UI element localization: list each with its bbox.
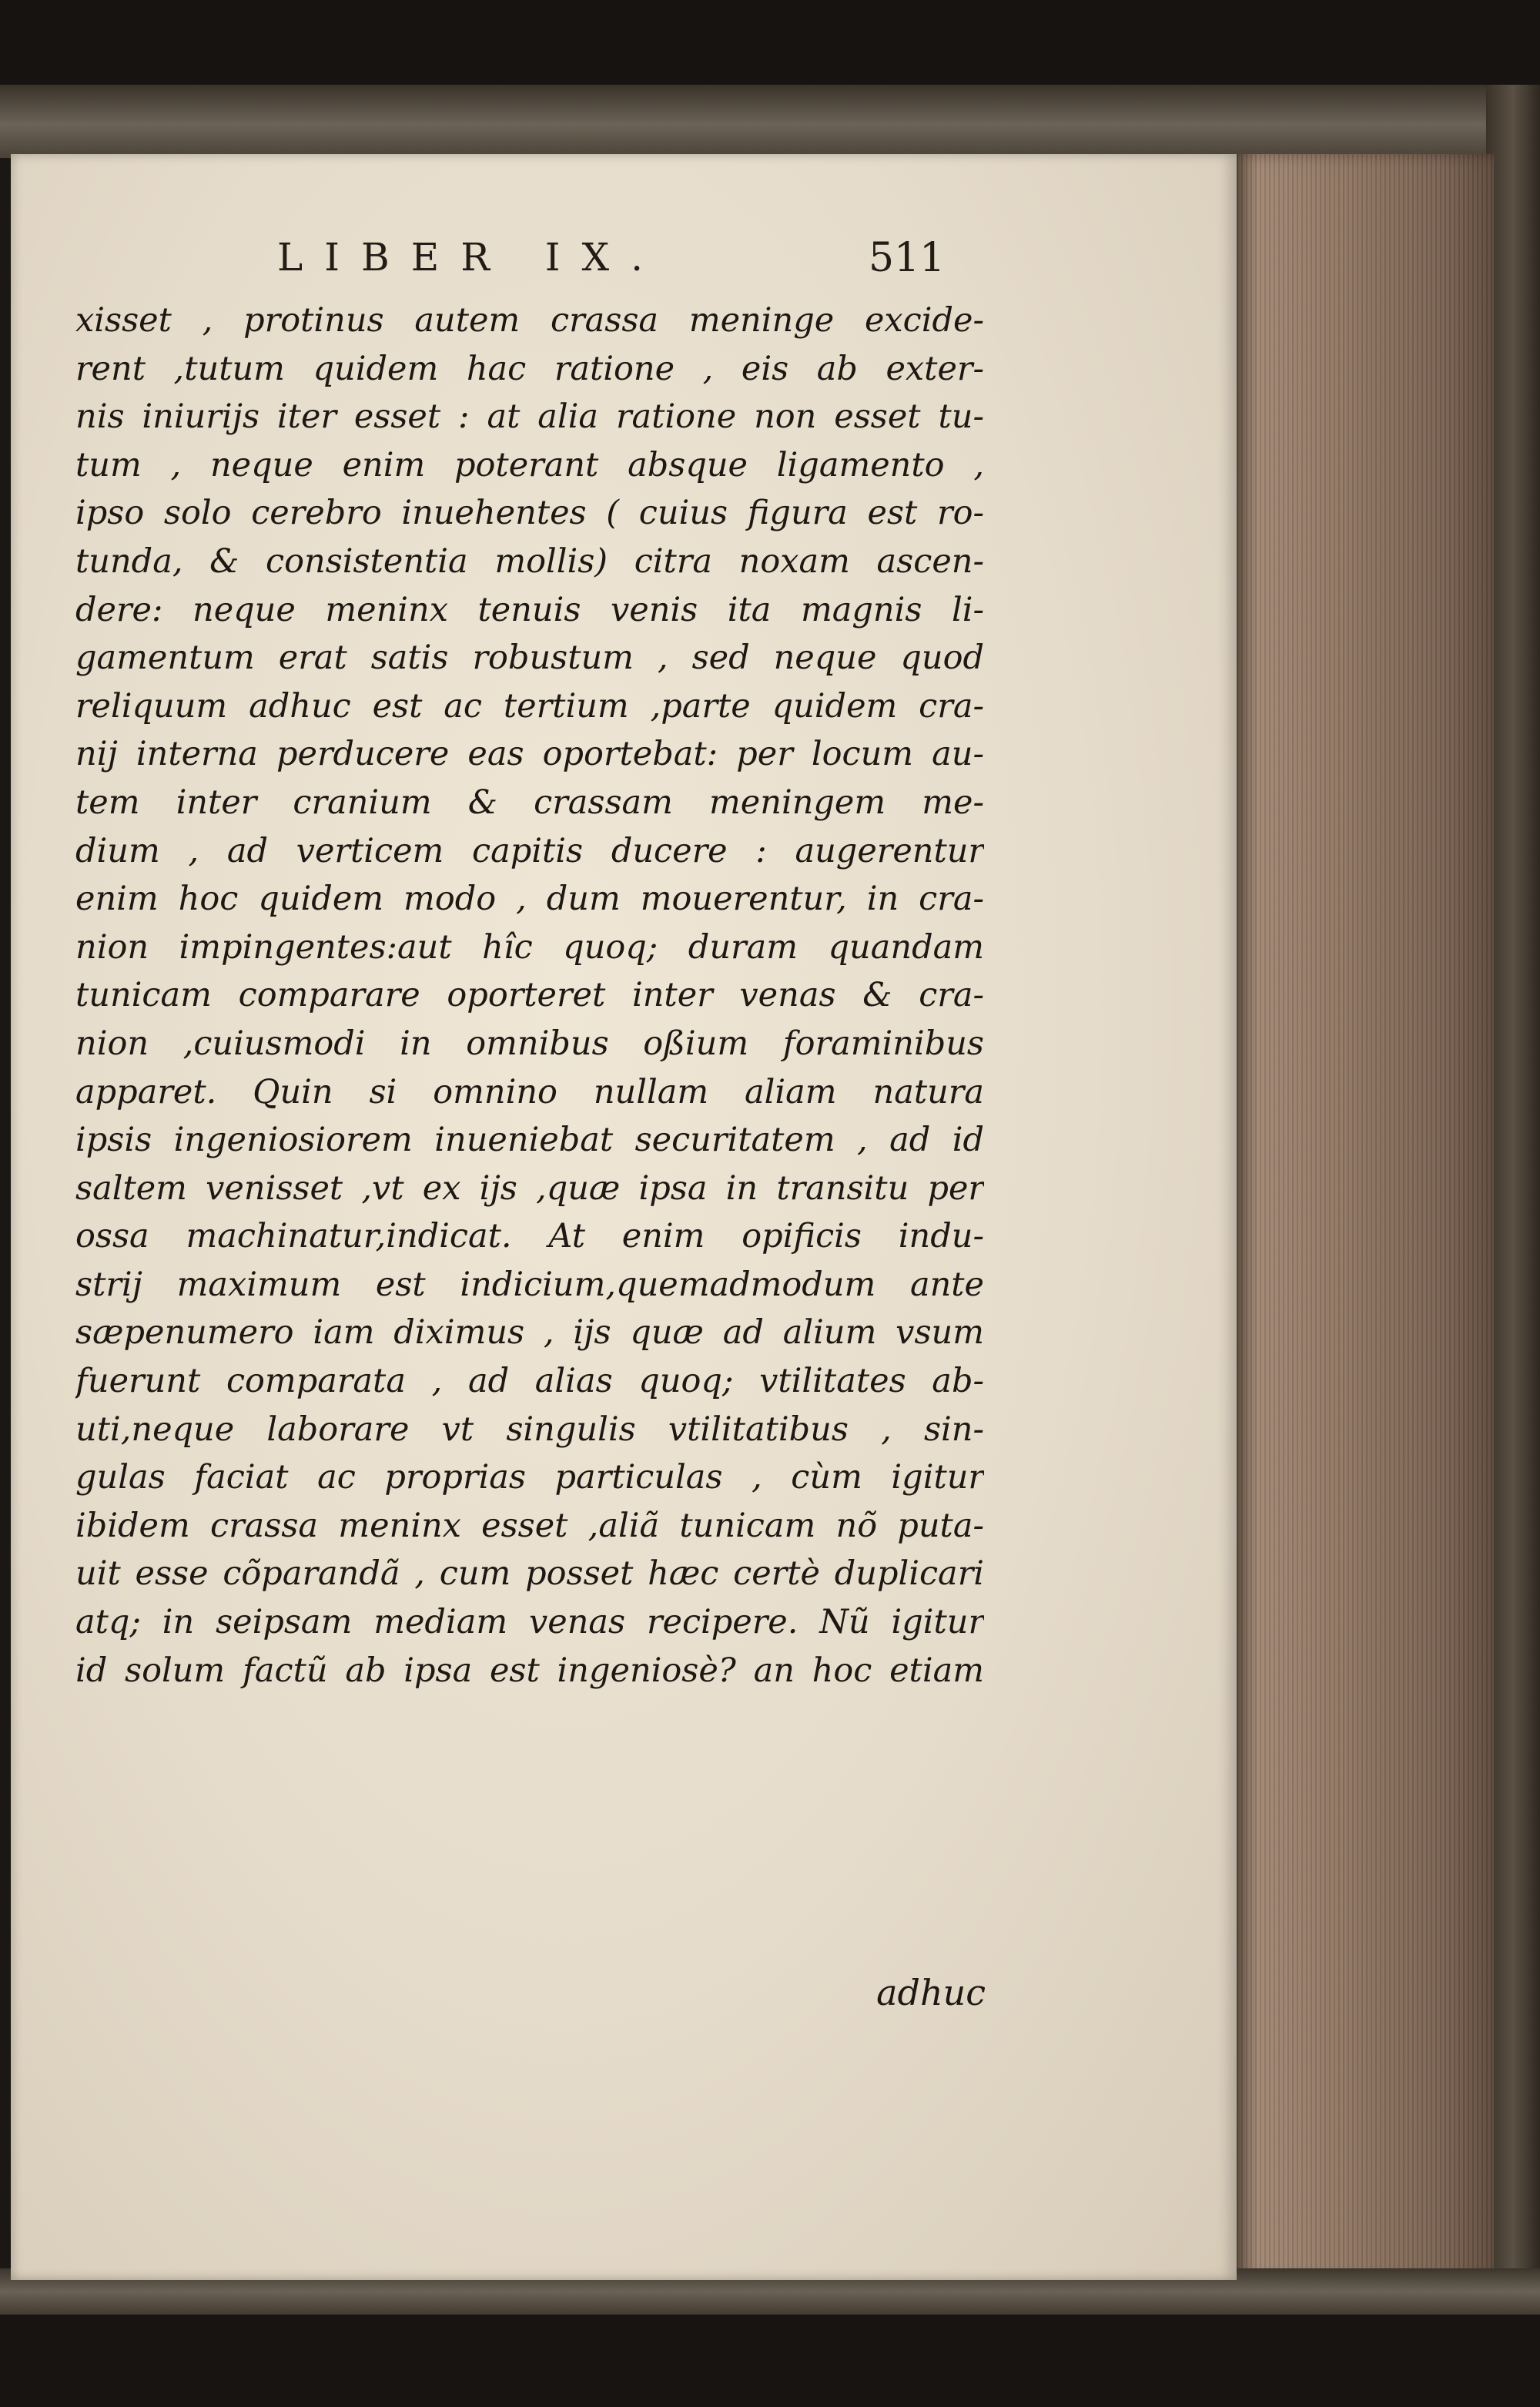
page-number: 511 (869, 235, 946, 281)
text-line: nis iniurijs iter esset : at alia ratione non esset tu- (75, 397, 984, 437)
text-line: uit esse cõparandã , cum posset hæc certè duplicari (75, 1554, 984, 1594)
text-line: saltem venisset ,vt ex ijs ,quæ ipsa in transitu per (75, 1168, 984, 1208)
text-block (75, 297, 984, 2022)
text-line: fuerunt comparata , ad alias quoq; vtilitates ab- (75, 1362, 984, 1401)
text-line: xisset , protinus autem crassa meninge excide- (75, 301, 984, 340)
text-line: tunicam comparare oporteret inter venas & cra- (75, 976, 984, 1015)
text-line: ipso solo cerebro inuehentes ( cuius figura est ro- (75, 494, 984, 533)
text-line: tunda, & consistentia mollis) citra noxam ascen- (75, 541, 984, 581)
text-line: ipsis ingeniosiorem inueniebat securitatem , ad id (75, 1121, 984, 1160)
background-bottom (0, 2315, 1540, 2407)
text-line: rent ,tutum quidem hac ratione , eis ab exter- (75, 349, 984, 388)
text-line: nion ,cuiusmodi in omnibus oßium foraminibus (75, 1024, 984, 1063)
page-edges (1232, 154, 1494, 2280)
text-line: nion impingentes:aut hîc quoq; duram quandam (75, 927, 984, 967)
text-line: dere: neque meninx tenuis venis ita magnis li- (75, 590, 984, 629)
book-board-top (0, 85, 1540, 158)
text-line: sæpenumero iam diximus , ijs quæ ad alium vsum (75, 1313, 984, 1353)
text-line: reliquum adhuc est ac tertium ,parte quidem cra- (75, 686, 984, 726)
text-line: atq; in seipsam mediam venas recipere. Nũ igitur (75, 1603, 984, 1642)
text-line: enim hoc quidem modo , dum mouerentur, in cra- (75, 880, 984, 919)
text-line: ibidem crassa meninx esset ,aliã tunicam nõ puta- (75, 1506, 984, 1545)
text-line: ossa machinatur,indicat. At enim opificis indu- (75, 1217, 984, 1256)
book-board-right (1486, 85, 1540, 2315)
catchword: adhuc (876, 1972, 986, 2013)
background-top (0, 0, 1540, 85)
text-line: apparet. Quin si omnino nullam aliam natura (75, 1072, 984, 1111)
text-line: id solum factũ ab ipsa est ingeniosè? an hoc etiam (75, 1651, 984, 1690)
text-line: strij maximum est indicium,quemadmodum ante (75, 1265, 984, 1304)
text-line: uti,neque laborare vt singulis vtilitatibus , sin- (75, 1410, 984, 1449)
text-line: tem inter cranium & crassam meningem me- (75, 783, 984, 822)
running-head: LIBER IX. (277, 235, 665, 280)
text-line: gamentum erat satis robustum , sed neque quod (75, 639, 984, 678)
text-line: dium , ad verticem capitis ducere : augerentur (75, 831, 984, 870)
text-line: gulas faciat ac proprias particulas , cùm igitur (75, 1458, 984, 1497)
text-line: tum , neque enim poterant absque ligamento , (75, 445, 984, 484)
text-line: nij interna perducere eas oportebat: per locum au- (75, 735, 984, 774)
